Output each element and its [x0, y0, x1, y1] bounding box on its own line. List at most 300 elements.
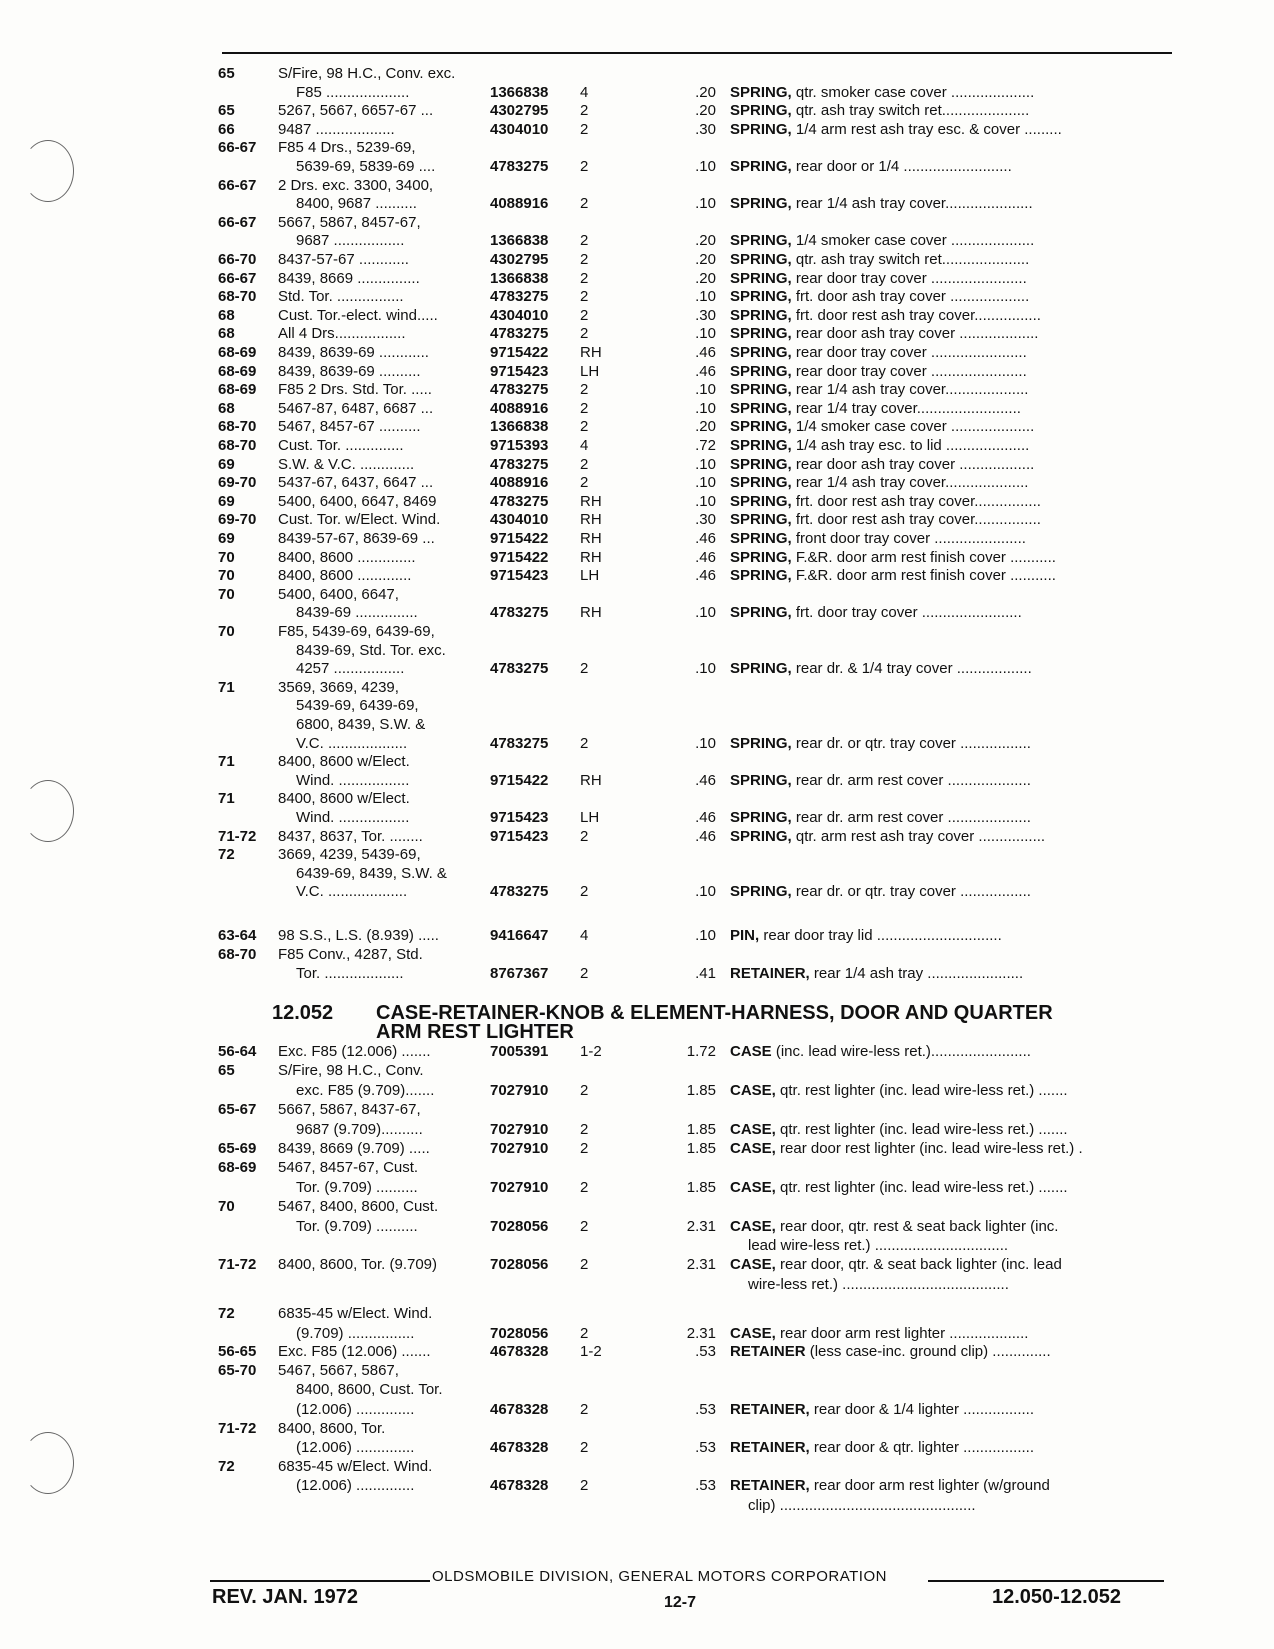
quantity-cell: 2: [580, 120, 589, 138]
quantity-cell: 4: [580, 437, 589, 454]
quantity-cell: 2: [580, 1140, 589, 1157]
part-number-cell: 4302795: [490, 251, 549, 268]
description-text: rear dr. or qtr. tray cover .................: [791, 734, 1031, 752]
part-number-cell: 4783275: [490, 455, 549, 473]
description-text: rear dr. arm rest cover ....................: [791, 771, 1031, 789]
description-text: front door tray cover ......................: [791, 530, 1026, 547]
model-cell: (9.709) ................: [296, 1324, 415, 1342]
model-cell: 8400, 8600, Tor.: [278, 1419, 386, 1437]
model-cell: 5667, 5867, 8437-67,: [278, 1101, 421, 1119]
description-keyword: CASE,: [730, 1324, 776, 1342]
description-cell: [730, 473, 1170, 492]
price-cell: .20: [695, 418, 716, 436]
description-keyword: SPRING,: [730, 809, 792, 826]
description-keyword: SPRING,: [730, 120, 792, 138]
price-cell: .10: [695, 455, 716, 473]
part-number-cell: 1366838: [490, 83, 549, 101]
description-text: rear 1/4 ash tray cover.....................: [791, 195, 1033, 213]
footer-rule-right: [928, 1580, 1164, 1582]
price-cell: .53: [695, 1477, 716, 1495]
model-cell: (12.006) ..............: [296, 1400, 415, 1418]
part-number-cell: 4783275: [490, 325, 549, 343]
year-cell: 65: [218, 65, 235, 82]
part-number-cell: 9715422: [490, 530, 549, 547]
description-text: qtr. arm rest ash tray cover ................: [791, 827, 1046, 845]
model-cell: Cust. Tor. w/Elect. Wind.: [278, 511, 441, 529]
part-number-cell: 4304010: [490, 306, 549, 324]
description-cell: [730, 510, 1170, 529]
model-cell: S.W. & V.C. .............: [278, 455, 415, 473]
price-cell: 2.31: [686, 1256, 716, 1274]
year-cell: 68: [218, 306, 235, 324]
quantity-cell: 2: [580, 251, 589, 268]
quantity-cell: RH: [580, 604, 602, 622]
description-keyword: SPRING,: [730, 437, 792, 454]
price-cell: .10: [695, 883, 716, 901]
year-cell: 70: [218, 623, 235, 640]
description-cell: [748, 1236, 1188, 1255]
description-text: rear dr. arm rest cover ....................: [791, 809, 1031, 826]
model-cell: 6439-69, 8439, S.W. &: [296, 864, 447, 882]
quantity-cell: 2: [580, 269, 589, 287]
description-text: rear door & 1/4 lighter .................: [809, 1400, 1034, 1418]
quantity-cell: 2: [580, 102, 589, 120]
quantity-cell: LH: [580, 362, 600, 380]
description-cell: [730, 882, 1170, 901]
price-cell: .53: [695, 1400, 716, 1418]
quantity-cell: 2: [580, 1439, 589, 1456]
part-number-cell: 1366838: [490, 232, 549, 250]
description-cell: [748, 1496, 1188, 1515]
quantity-cell: 2: [580, 474, 589, 492]
description-keyword: SPRING,: [730, 474, 792, 492]
year-cell: 56-65: [218, 1343, 257, 1360]
model-cell: exc. F85 (9.709).......: [296, 1081, 435, 1099]
year-cell: 65: [218, 1062, 235, 1080]
price-cell: .10: [695, 927, 716, 944]
section-number: 12.052: [272, 1002, 334, 1024]
description-keyword: SPRING,: [730, 604, 792, 622]
model-cell: 8437-57-67 ............: [278, 251, 409, 268]
model-cell: 8439-57-67, 8639-69 ...: [278, 530, 435, 547]
footer-section-range: 12.050-12.052: [992, 1586, 1122, 1608]
description-cell: [730, 417, 1170, 436]
description-text: rear door, qtr. & seat back lighter (inc. lead: [775, 1256, 1062, 1274]
description-keyword: RETAINER,: [730, 964, 810, 982]
description-cell: [730, 399, 1170, 418]
part-number-cell: 4783275: [490, 883, 549, 901]
description-text: rear door tray cover .......................: [791, 344, 1027, 361]
part-number-cell: 4783275: [490, 492, 549, 510]
model-cell: Tor. (9.709) ..........: [296, 1217, 418, 1235]
part-number-cell: 1366838: [490, 418, 549, 436]
description-keyword: CASE,: [730, 1081, 776, 1099]
price-cell: .46: [695, 344, 716, 361]
description-keyword: SPRING,: [730, 344, 792, 361]
model-cell: All 4 Drs.................: [278, 325, 406, 343]
description-text: rear 1/4 ash tray .......................: [809, 964, 1024, 982]
model-cell: 5267, 5667, 6657-67 ...: [278, 102, 434, 120]
year-cell: 66-67: [218, 176, 257, 194]
year-cell: 69: [218, 530, 235, 547]
model-cell: 8400, 8600, Cust. Tor.: [296, 1381, 443, 1399]
quantity-cell: 1-2: [580, 1343, 602, 1360]
description-keyword: SPRING,: [730, 530, 792, 547]
quantity-cell: 2: [580, 306, 589, 324]
model-cell: Cust. Tor.-elect. wind.....: [278, 306, 438, 324]
description-cell: [730, 492, 1170, 511]
year-cell: 68-69: [218, 381, 257, 399]
description-text: qtr. rest lighter (inc. lead wire-less ret.) .......: [775, 1081, 1068, 1099]
price-cell: .46: [695, 362, 716, 380]
year-cell: 66-67: [218, 213, 257, 231]
description-cell: [730, 101, 1170, 120]
section-title-line1: CASE-RETAINER-KNOB & ELEMENT-HARNESS, DOOR AND QUARTER: [376, 1002, 1053, 1024]
price-cell: .10: [695, 604, 716, 622]
description-text: (inc. lead wire-less ret.)........................: [771, 1043, 1031, 1060]
quantity-cell: 2: [580, 195, 589, 213]
description-text: rear door ash tray cover ...................: [791, 325, 1039, 343]
model-cell: Cust. Tor. ..............: [278, 437, 404, 454]
part-number-cell: 7027910: [490, 1178, 549, 1196]
part-number-cell: 9416647: [490, 927, 549, 944]
quantity-cell: 2: [580, 1400, 589, 1418]
price-cell: .10: [695, 325, 716, 343]
model-cell: 8439, 8639-69 ..........: [278, 362, 421, 380]
model-cell: Wind. .................: [296, 771, 410, 789]
description-cell: [730, 269, 1170, 288]
model-cell: 8400, 8600 ..............: [278, 548, 416, 566]
description-keyword: SPRING,: [730, 827, 792, 845]
description-cell: [730, 1324, 1170, 1343]
quantity-cell: RH: [580, 344, 602, 361]
quantity-cell: 2: [580, 232, 589, 250]
description-keyword: SPRING,: [730, 511, 792, 529]
description-keyword: CASE,: [730, 1178, 776, 1196]
year-cell: 69: [218, 455, 235, 473]
description-cell: [730, 964, 1170, 983]
year-cell: 63-64: [218, 927, 257, 944]
year-cell: 68-69: [218, 1159, 257, 1177]
part-number-cell: 4088916: [490, 195, 549, 213]
description-text: qtr. ash tray switch ret.....................: [791, 102, 1030, 120]
year-cell: 68: [218, 399, 235, 417]
description-cell: [730, 343, 1170, 362]
quantity-cell: 1-2: [580, 1043, 602, 1060]
year-cell: 66: [218, 120, 235, 138]
year-cell: 72: [218, 1305, 235, 1323]
description-keyword: SPRING,: [730, 362, 792, 380]
year-cell: 70: [218, 1198, 235, 1216]
part-number-cell: 4304010: [490, 511, 549, 529]
description-keyword: SPRING,: [730, 158, 792, 175]
description-keyword: RETAINER: [730, 1343, 806, 1360]
description-text: rear dr. & 1/4 tray cover ..................: [791, 660, 1032, 678]
year-cell: 71: [218, 678, 235, 696]
price-cell: .10: [695, 158, 716, 175]
price-cell: .46: [695, 548, 716, 566]
description-cell: [730, 603, 1170, 622]
part-number-cell: 9715423: [490, 567, 549, 585]
quantity-cell: 2: [580, 158, 589, 175]
price-cell: 1.72: [686, 1043, 716, 1060]
part-number-cell: 7028056: [490, 1324, 549, 1342]
quantity-cell: RH: [580, 771, 602, 789]
description-text: rear 1/4 ash tray cover....................: [791, 474, 1029, 492]
model-cell: 9687 (9.709)..........: [296, 1120, 423, 1138]
price-cell: .20: [695, 251, 716, 268]
quantity-cell: 2: [580, 325, 589, 343]
model-cell: (12.006) ..............: [296, 1439, 415, 1456]
price-cell: .41: [695, 964, 716, 982]
model-cell: 9487 ...................: [278, 120, 395, 138]
quantity-cell: 2: [580, 964, 589, 982]
price-cell: .10: [695, 492, 716, 510]
model-cell: 3669, 4239, 5439-69,: [278, 846, 421, 864]
part-number-cell: 9715423: [490, 362, 549, 380]
description-text: qtr. ash tray switch ret.....................: [791, 251, 1030, 268]
binder-hole: [22, 140, 74, 202]
year-cell: 69-70: [218, 474, 257, 492]
description-text: rear door tray lid ..............................: [759, 927, 1002, 944]
quantity-cell: RH: [580, 511, 602, 529]
model-cell: 5400, 6400, 6647,: [278, 585, 399, 603]
description-cell: [730, 1178, 1170, 1197]
part-number-cell: 4302795: [490, 102, 549, 120]
binder-hole: [22, 1432, 74, 1494]
model-cell: 8400, 9687 ..........: [296, 195, 417, 213]
year-cell: 69-70: [218, 511, 257, 529]
model-cell: 5467, 8400, 8600, Cust.: [278, 1198, 439, 1216]
year-cell: 71: [218, 753, 235, 771]
description-cell: [730, 659, 1170, 678]
description-text: lead wire-less ret.) ................................: [748, 1237, 1009, 1254]
description-text: qtr. smoker case cover ....................: [791, 83, 1035, 101]
quantity-cell: 2: [580, 827, 589, 845]
price-cell: 1.85: [686, 1140, 716, 1157]
price-cell: 2.31: [686, 1324, 716, 1342]
description-keyword: SPRING,: [730, 251, 792, 268]
model-cell: (12.006) ..............: [296, 1477, 415, 1495]
model-cell: S/Fire, 98 H.C., Conv. exc.: [278, 65, 456, 82]
model-cell: 8437, 8637, Tor. ........: [278, 827, 423, 845]
binder-hole: [22, 780, 74, 842]
description-cell: [748, 1275, 1188, 1294]
price-cell: .10: [695, 381, 716, 399]
part-number-cell: 7005391: [490, 1043, 549, 1060]
model-cell: 6835-45 w/Elect. Wind.: [278, 1305, 433, 1323]
description-cell: [730, 548, 1170, 567]
price-cell: .46: [695, 827, 716, 845]
part-number-cell: 4783275: [490, 288, 549, 306]
year-cell: 68-70: [218, 945, 257, 963]
description-keyword: SPRING,: [730, 381, 792, 399]
description-text: 1/4 smoker case cover ....................: [791, 418, 1035, 436]
price-cell: .10: [695, 734, 716, 752]
description-text: rear door ash tray cover ..................: [791, 455, 1035, 473]
quantity-cell: RH: [580, 548, 602, 566]
description-cell: [730, 287, 1170, 306]
price-cell: .10: [695, 195, 716, 213]
part-number-cell: 4088916: [490, 399, 549, 417]
description-keyword: CASE,: [730, 1256, 776, 1274]
price-cell: .46: [695, 771, 716, 789]
quantity-cell: 2: [580, 1477, 589, 1495]
description-text: 1/4 arm rest ash tray esc. & cover .........: [791, 120, 1062, 138]
model-cell: 5467, 8457-67 ..........: [278, 418, 421, 436]
description-cell: [730, 436, 1170, 455]
description-text: rear door arm rest lighter (w/ground: [809, 1477, 1050, 1495]
price-cell: .46: [695, 567, 716, 585]
description-text: rear door arm rest lighter ...................: [775, 1324, 1029, 1342]
part-number-cell: 7028056: [490, 1256, 549, 1274]
part-number-cell: 4783275: [490, 381, 549, 399]
price-cell: .20: [695, 232, 716, 250]
model-cell: 3569, 3669, 4239,: [278, 678, 399, 696]
part-number-cell: 4678328: [490, 1439, 549, 1456]
model-cell: 8400, 8600 w/Elect.: [278, 790, 410, 808]
year-cell: 68-70: [218, 288, 257, 306]
description-keyword: CASE,: [730, 1217, 776, 1235]
year-cell: 70: [218, 567, 235, 585]
price-cell: .30: [695, 511, 716, 529]
description-text: wire-less ret.) ........................................: [748, 1275, 1009, 1293]
model-cell: 5639-69, 5839-69 ....: [296, 158, 436, 175]
model-cell: S/Fire, 98 H.C., Conv.: [278, 1062, 424, 1080]
model-cell: F85 Conv., 4287, Std.: [278, 945, 423, 963]
description-keyword: SPRING,: [730, 660, 792, 678]
year-cell: 70: [218, 585, 235, 603]
description-keyword: CASE,: [730, 1120, 776, 1138]
description-cell: [730, 1139, 1170, 1158]
year-cell: 68: [218, 325, 235, 343]
description-text: frt. door ash tray cover ...................: [791, 288, 1030, 306]
model-cell: F85 ....................: [296, 83, 410, 101]
part-number-cell: 7027910: [490, 1140, 549, 1157]
year-cell: 68-69: [218, 344, 257, 361]
year-cell: 71-72: [218, 827, 257, 845]
part-number-cell: 9715423: [490, 809, 549, 826]
description-cell: [730, 1081, 1170, 1100]
description-cell: [730, 1042, 1170, 1061]
quantity-cell: LH: [580, 809, 600, 826]
model-cell: 8400, 8600, Tor. (9.709): [278, 1256, 438, 1274]
part-number-cell: 4783275: [490, 734, 549, 752]
quantity-cell: 2: [580, 660, 589, 678]
model-cell: V.C. ...................: [296, 883, 408, 901]
price-cell: .46: [695, 809, 716, 826]
model-cell: 8439-69 ...............: [296, 604, 418, 622]
description-text: rear door tray cover .......................: [791, 269, 1027, 287]
quantity-cell: 2: [580, 734, 589, 752]
description-text: qtr. rest lighter (inc. lead wire-less ret.) .......: [775, 1178, 1068, 1196]
quantity-cell: 2: [580, 1324, 589, 1342]
description-text: rear 1/4 ash tray cover....................: [791, 381, 1029, 399]
description-text: qtr. rest lighter (inc. lead wire-less ret.) .......: [775, 1120, 1068, 1138]
year-cell: 66-67: [218, 269, 257, 287]
quantity-cell: 4: [580, 83, 589, 101]
year-cell: 65-69: [218, 1140, 257, 1157]
model-cell: F85, 5439-69, 6439-69,: [278, 623, 435, 640]
part-number-cell: 9715422: [490, 548, 549, 566]
year-cell: 70: [218, 548, 235, 566]
model-cell: 5667, 5867, 8457-67,: [278, 213, 421, 231]
description-text: F.&R. door arm rest finish cover ...........: [791, 548, 1056, 566]
description-cell: [730, 1438, 1170, 1457]
description-text: rear dr. or qtr. tray cover .................: [791, 883, 1031, 901]
quantity-cell: 2: [580, 1120, 589, 1138]
description-text: rear door & qtr. lighter .................: [809, 1439, 1034, 1456]
description-cell: [730, 926, 1170, 945]
year-cell: 69: [218, 492, 235, 510]
model-cell: Exc. F85 (12.006) .......: [278, 1343, 431, 1360]
part-number-cell: 1366838: [490, 269, 549, 287]
year-cell: 68-70: [218, 437, 257, 454]
description-text: F.&R. door arm rest finish cover ...........: [791, 567, 1056, 585]
description-keyword: SPRING,: [730, 399, 792, 417]
model-cell: Tor. (9.709) ..........: [296, 1178, 418, 1196]
description-text: rear door rest lighter (inc. lead wire-less ret.) .: [775, 1140, 1083, 1157]
footer-rule-left: [210, 1580, 430, 1582]
part-number-cell: 4678328: [490, 1343, 549, 1360]
quantity-cell: RH: [580, 530, 602, 547]
description-cell: [730, 83, 1170, 102]
description-text: frt. door rest ash tray cover................: [791, 492, 1041, 510]
description-text: clip) ...............................................: [748, 1496, 976, 1514]
part-number-cell: 4783275: [490, 604, 549, 622]
quantity-cell: RH: [580, 492, 602, 510]
quantity-cell: 2: [580, 1178, 589, 1196]
quantity-cell: 2: [580, 455, 589, 473]
model-cell: 5467, 5667, 5867,: [278, 1362, 399, 1380]
description-cell: [730, 1120, 1170, 1139]
year-cell: 71-72: [218, 1419, 257, 1437]
part-number-cell: 9715422: [490, 771, 549, 789]
year-cell: 66-67: [218, 139, 257, 157]
year-cell: 66-70: [218, 251, 257, 268]
part-number-cell: 7027910: [490, 1120, 549, 1138]
model-cell: 5467-87, 6487, 6687 ...: [278, 399, 434, 417]
quantity-cell: 2: [580, 381, 589, 399]
footer-division: OLDSMOBILE DIVISION, GENERAL MOTORS CORPORATION: [432, 1568, 887, 1585]
quantity-cell: 2: [580, 1256, 589, 1274]
description-cell: [730, 324, 1170, 343]
quantity-cell: 2: [580, 418, 589, 436]
model-cell: 2 Drs. exc. 3300, 3400,: [278, 176, 434, 194]
model-cell: 5437-67, 6437, 6647 ...: [278, 474, 434, 492]
model-cell: 8400, 8600 w/Elect.: [278, 753, 410, 771]
description-text: rear door or 1/4 ..........................: [791, 158, 1012, 175]
price-cell: 2.31: [686, 1217, 716, 1235]
part-number-cell: 4088916: [490, 474, 549, 492]
description-text: frt. door rest ash tray cover................: [791, 306, 1041, 324]
price-cell: .72: [695, 437, 716, 454]
description-keyword: SPRING,: [730, 548, 792, 566]
description-cell: [730, 120, 1170, 139]
price-cell: .10: [695, 399, 716, 417]
description-text: (less case-inc. ground clip) ..............: [805, 1343, 1051, 1360]
description-keyword: SPRING,: [730, 883, 792, 901]
description-cell: [730, 529, 1170, 548]
description-text: frt. door rest ash tray cover................: [791, 511, 1041, 529]
description-keyword: SPRING,: [730, 269, 792, 287]
description-text: frt. door tray cover ........................: [791, 604, 1022, 622]
footer-page-number: 12-7: [664, 1594, 697, 1611]
description-keyword: SPRING,: [730, 102, 792, 120]
description-cell: [730, 157, 1170, 176]
year-cell: 72: [218, 846, 235, 864]
price-cell: .20: [695, 269, 716, 287]
